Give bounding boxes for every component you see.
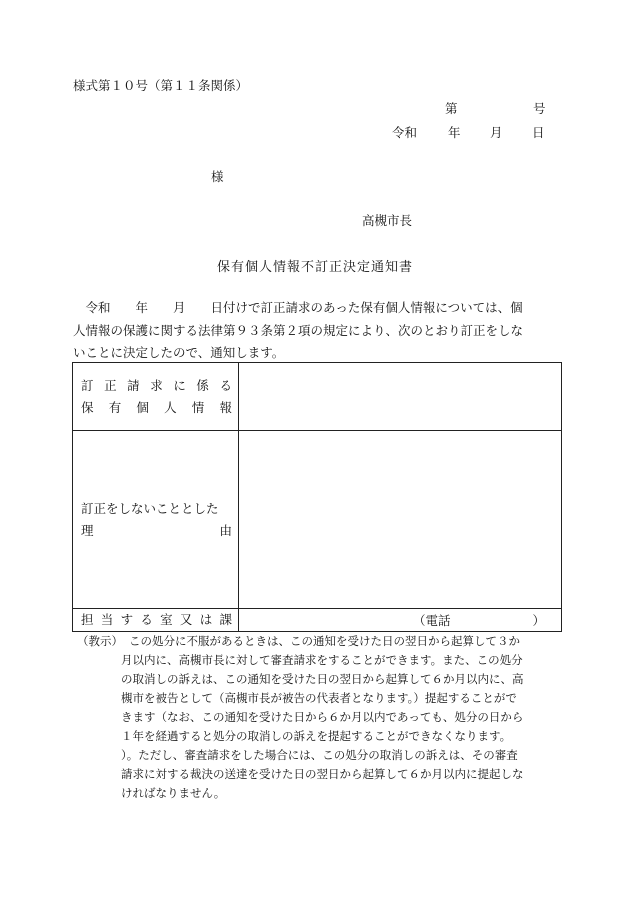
doc-number-label: 第 — [445, 101, 458, 116]
notice-line: の取消しの訴えは、この通知を受けた日の翌日から起算して６か月以内に、高 — [121, 672, 524, 686]
date-era: 令和 — [392, 125, 418, 140]
date-year: 年 — [448, 125, 461, 140]
notice-line: 槻市を被告として（高槻市長が被告の代表者となります。）提起することがで — [121, 691, 517, 705]
notice-line: きます（なお、この通知を受けた日から６か月以内であっても、処分の日から — [121, 710, 524, 724]
table-row-reason — [73, 431, 562, 609]
table-row-personal-info — [73, 363, 562, 431]
phone-close: ） — [532, 613, 545, 628]
form-number: 様式第１０号（第１１条関係） — [73, 78, 249, 93]
body-line: 人情報の保護に関する法律第９３条第２項の規定により、次のとおり訂正をしな — [73, 322, 524, 338]
label-personal-info — [73, 363, 239, 431]
info-table — [72, 362, 562, 632]
document-title: 保有個人情報不訂正決定通知書 — [216, 260, 413, 275]
table-row-department — [73, 609, 562, 632]
value-reason[interactable] — [239, 431, 562, 609]
notice-line: １年を経過すると処分の取消しの訴えを提起することができなくなります。 — [121, 729, 512, 743]
date-day: 日 — [532, 125, 545, 140]
notice-heading: （教示） — [77, 634, 123, 648]
label-line: 訂正をしないこととした — [81, 500, 219, 516]
label-line: 訂 正 請 求 に 係 る — [81, 377, 232, 393]
label-line: 担 当 す る 室 又 は 課 — [81, 612, 232, 627]
body-line: 令和 年 月 日付けで訂正請求のあった保有個人情報については、個 — [73, 300, 523, 315]
date-month: 月 — [490, 125, 503, 140]
issuer: 高槻市長 — [362, 213, 413, 228]
label-department — [73, 609, 239, 632]
label-line: 保 有 個 人 情 報 — [81, 399, 232, 415]
doc-number-suffix: 号 — [533, 101, 546, 116]
label-reason — [73, 431, 239, 609]
notice-line: 請求に対する裁決の送達を受けた日の翌日から起算して６か月以内に提起しな — [121, 767, 524, 781]
notice-line: ければなりません。 — [121, 786, 226, 800]
phone-label: （電話 — [413, 613, 451, 628]
body-line: いことに決定したので、通知します。 — [73, 345, 285, 360]
value-department[interactable] — [239, 609, 562, 632]
body-paragraph — [73, 297, 559, 365]
notice-line: 月以内に、高槻市長に対して審査請求をすることができます。また、この処分 — [121, 653, 523, 667]
value-personal-info[interactable] — [239, 363, 562, 431]
notice-line: ）。ただし、審査請求をした場合には、この処分の取消しの訴えは、その審査 — [121, 748, 518, 762]
addressee: 様 — [211, 169, 224, 184]
notice-line: この処分に不服があるときは、この通知を受けた日の翌日から起算して３か — [129, 634, 520, 648]
label-line: 理 由 — [81, 522, 232, 538]
